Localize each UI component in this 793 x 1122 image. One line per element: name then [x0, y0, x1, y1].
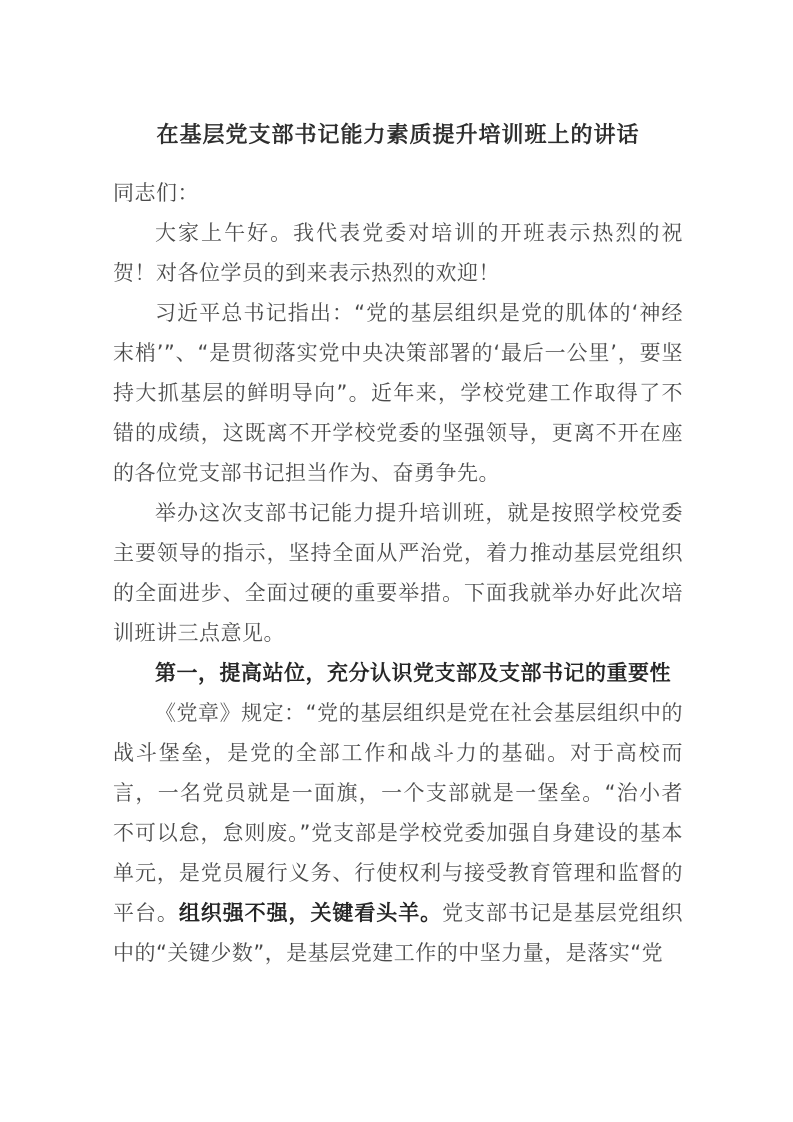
paragraph-constitution-bold-emphasis: 组织强不强，关键看头羊。	[178, 901, 443, 925]
paragraph-purpose: 举办这次支部书记能力提升培训班，就是按照学校党委主要领导的指示，坚持全面从严治党，着力推动基层党组织的全面进步、全面过硬的重要举措。下面我就举办好此次培训班讲三点意见。	[113, 501, 683, 645]
paragraph-salutation: 同志们：	[113, 181, 199, 205]
heading-first-point: 第一，提高站位，充分认识党支部及支部书记的重要性	[155, 661, 671, 685]
paragraph-constitution	[113, 693, 683, 973]
paragraph-greeting: 大家上午好。我代表党委对培训的开班表示热烈的祝贺！对各位学员的到来表示热烈的欢迎！	[113, 221, 683, 285]
paragraph-constitution-lead: 《党章》规定：“党的基层组织是党在社会基层组织中的战斗堡垒，是党的全部工作和战斗力的基础。对于高校而言，一名党员就是一面旗，一个支部就是一堡垒。“治小者不可以怠，怠则废。”党支部是学校党委加强自身建设的基本单元，是党员履行义务、行使权利与接受教育管理和监督的平台。	[113, 701, 683, 925]
document-title: 在基层党支部书记能力素质提升培训班上的讲话	[156, 123, 640, 148]
paragraph-quote-xi: 习近平总书记指出：“党的基层组织是党的肌体的‘神经末梢’”、“是贯彻落实党中央决策部署的‘最后一公里’，要坚持大抓基层的鲜明导向”。近年来，学校党建工作取得了不错的成绩，这既离不开学校党委的坚强领导，更离不开在座的各位党支部书记担当作为、奋勇争先。	[113, 301, 683, 485]
paragraph-constitution-tail: 党支部书记是基层党组织中的“关键少数”，是基层党建工作的中坚力量，是落实“党	[113, 901, 684, 965]
